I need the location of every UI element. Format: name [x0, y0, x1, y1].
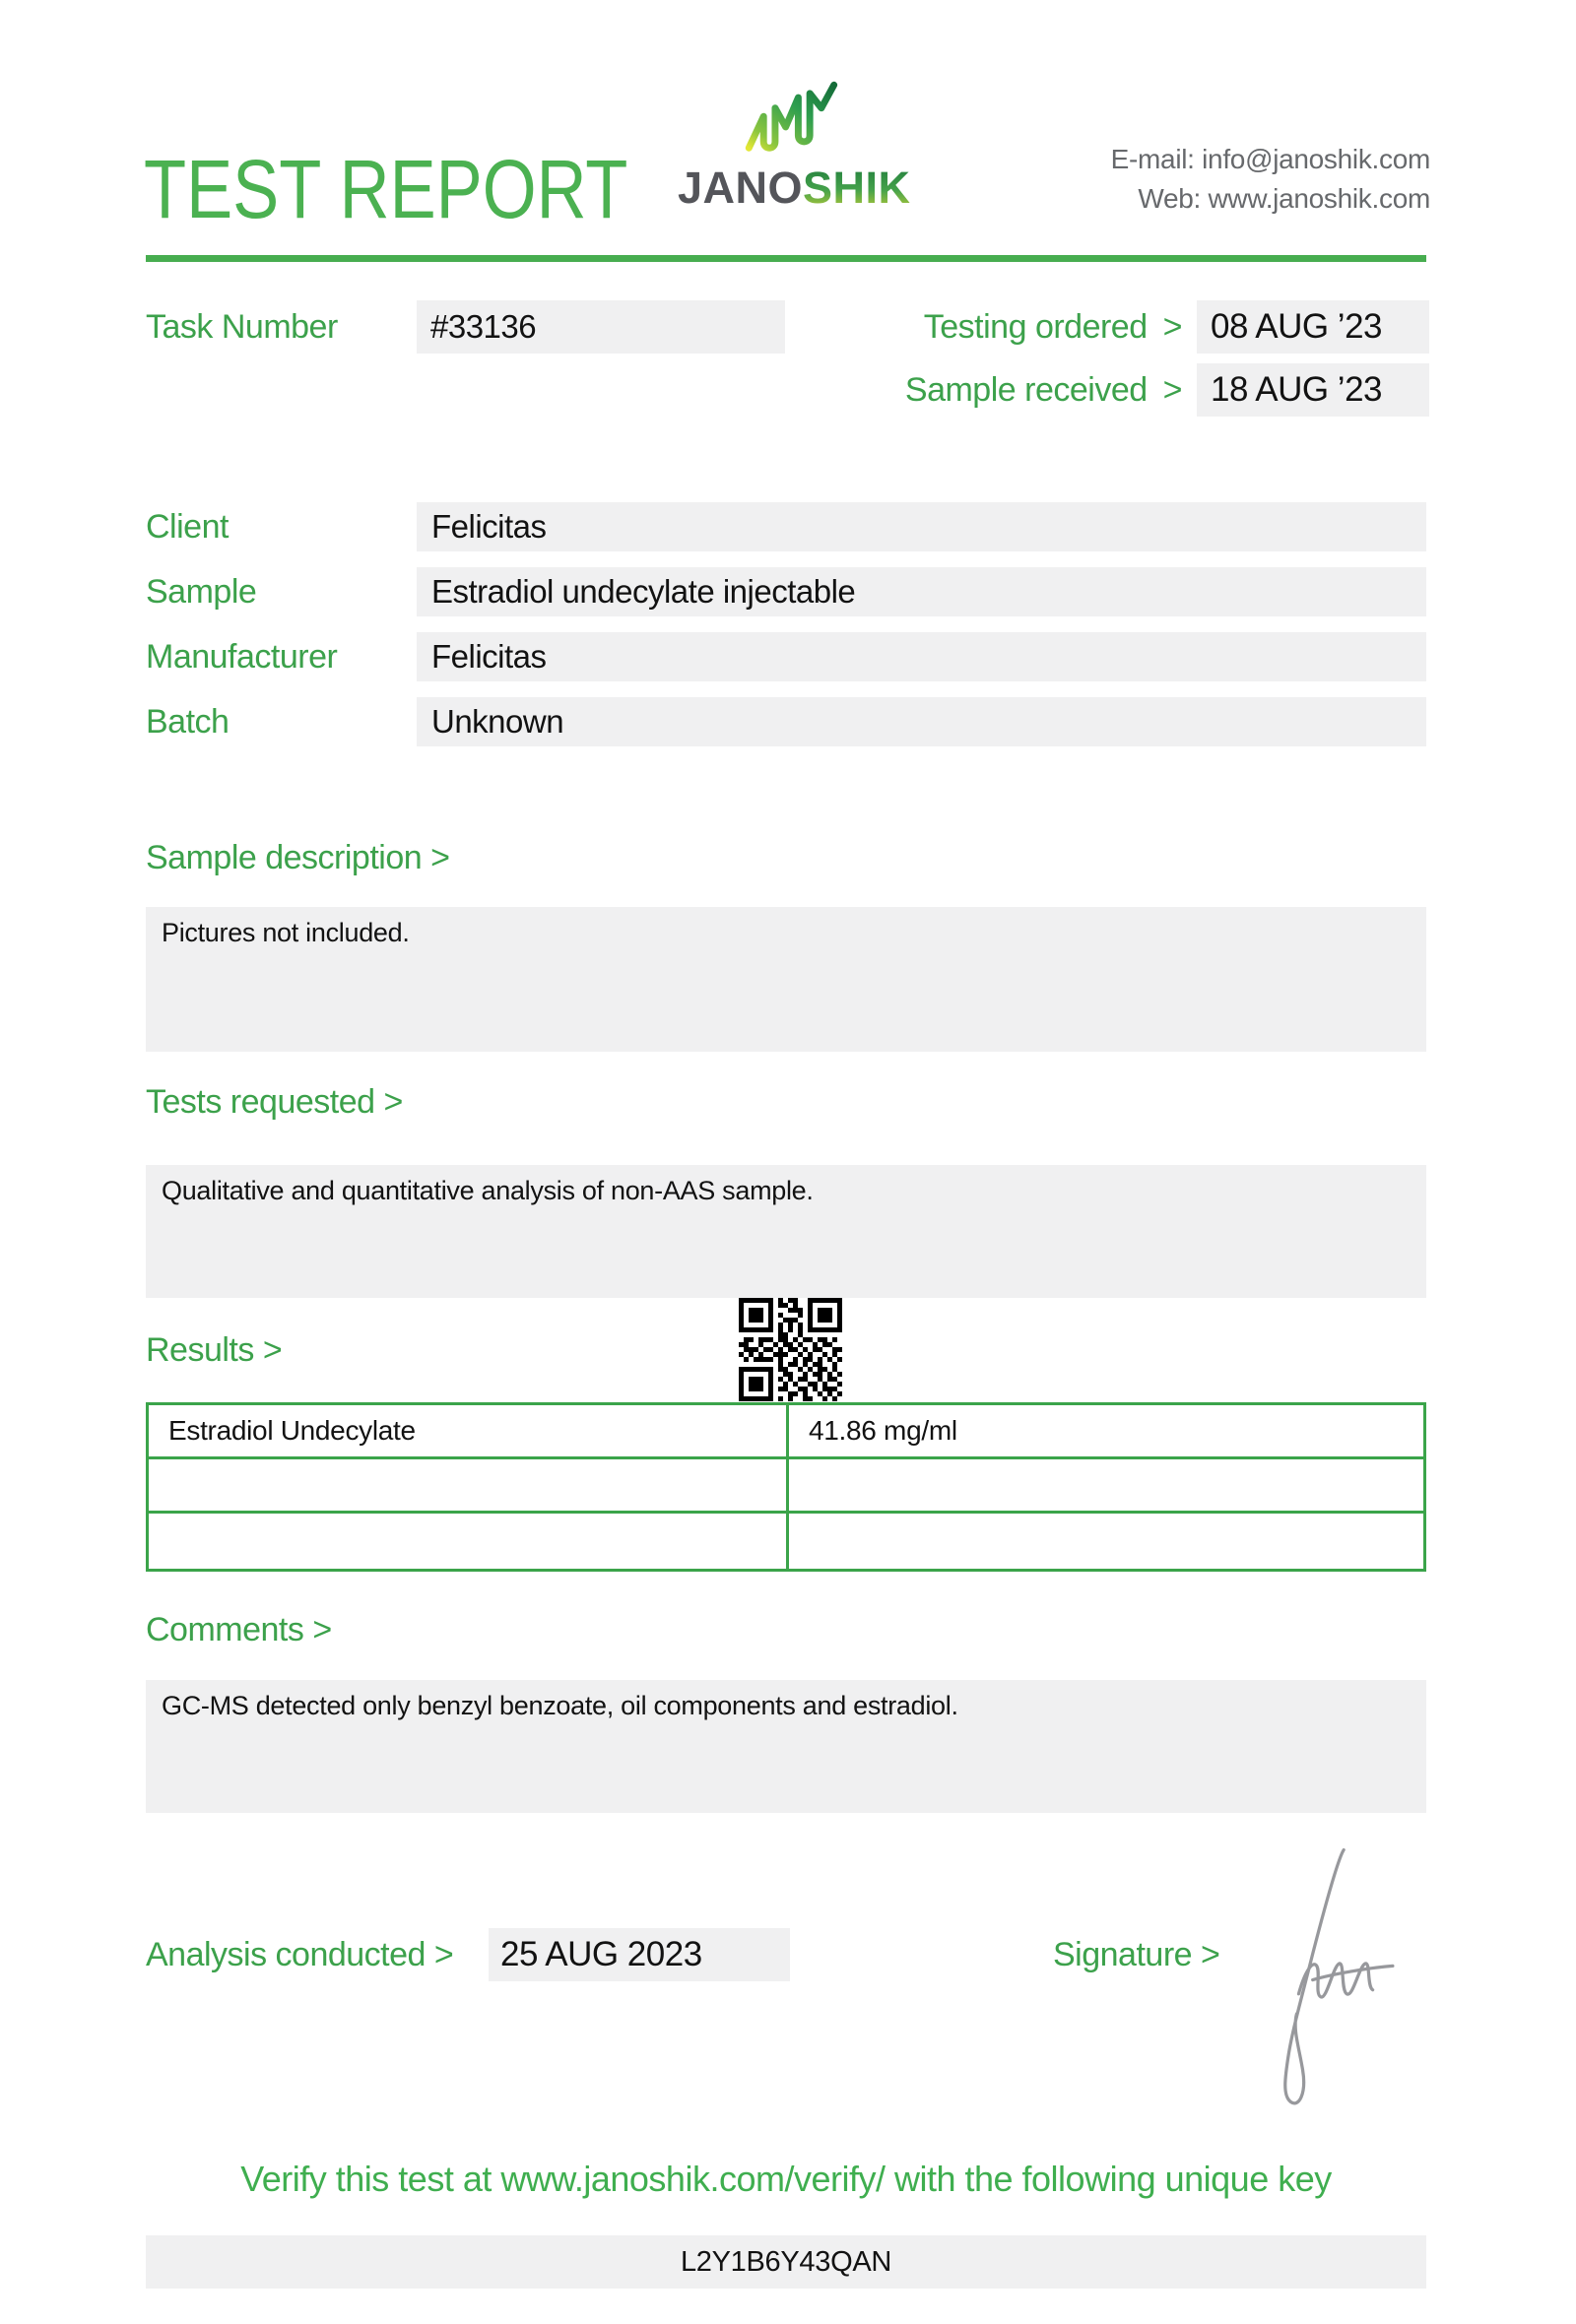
sample-received-label: Sample received [904, 370, 1148, 409]
detail-row-manufacturer [146, 632, 1426, 681]
detail-row-sample [146, 567, 1426, 616]
sample-received-row [146, 363, 1426, 417]
testing-ordered-value-box [1197, 300, 1429, 354]
batch-value-box [417, 697, 1426, 746]
contact-info [1111, 140, 1430, 219]
testing-ordered-label: Testing ordered [923, 307, 1148, 346]
contact-email: E-mail: info@janoshik.com [1110, 144, 1430, 174]
results-heading: Results > [146, 1331, 283, 1369]
tests-requested-box [146, 1165, 1426, 1298]
verify-key-box [146, 2235, 1426, 2289]
sample-description-box [146, 907, 1426, 1052]
result-substance [148, 1513, 788, 1571]
janoshik-logo-icon [745, 81, 839, 160]
task-number-row [146, 300, 1426, 354]
result-concentration [788, 1513, 1425, 1571]
sample-label: Sample [146, 573, 257, 611]
comments-box [146, 1680, 1426, 1813]
result-substance [148, 1458, 788, 1513]
analysis-conducted-label: Analysis conducted > [146, 1936, 454, 1973]
page-title: TEST REPORT [144, 143, 628, 235]
signature-scribble [1269, 1843, 1399, 2109]
comments-heading: Comments > [146, 1611, 332, 1648]
results-table [146, 1402, 1426, 1572]
header-divider [146, 255, 1426, 262]
sample-value: Estradiol undecylate injectable [431, 573, 856, 610]
sample-received-label-row [837, 363, 1182, 417]
batch-label: Batch [146, 703, 230, 741]
tests-requested-heading: Tests requested > [146, 1083, 403, 1121]
manufacturer-value: Felicitas [431, 638, 547, 675]
testing-ordered-label-row [837, 300, 1182, 354]
analysis-date-value: 25 AUG 2023 [500, 1935, 702, 1973]
results-row [148, 1513, 1425, 1571]
task-number-label: Task Number [146, 308, 338, 346]
task-number-value-box [417, 300, 785, 354]
sample-received-value-box [1197, 363, 1429, 417]
tests-requested-text: Qualitative and quantitative analysis of non-AAS sample. [162, 1176, 814, 1205]
manufacturer-value-box [417, 632, 1426, 681]
batch-value: Unknown [431, 703, 564, 740]
janoshik-wordmark [678, 162, 911, 213]
wordmark-shik: SHIK [803, 162, 911, 213]
comments-text: GC-MS detected only benzyl benzoate, oil components and estradiol. [162, 1691, 958, 1720]
detail-row-batch [146, 697, 1426, 746]
client-value: Felicitas [431, 508, 547, 545]
detail-row-client [146, 502, 1426, 551]
sample-description-text: Pictures not included. [162, 918, 410, 947]
sample-description-heading: Sample description > [146, 839, 450, 876]
wordmark-jano: JANO [678, 162, 804, 213]
sample-received-arrow-icon: > [1162, 370, 1182, 409]
result-concentration [788, 1458, 1425, 1513]
task-number-value: #33136 [430, 308, 537, 345]
results-row [148, 1458, 1425, 1513]
analysis-date-box [489, 1928, 790, 1981]
results-row [148, 1404, 1425, 1458]
client-label: Client [146, 508, 229, 546]
testing-ordered-arrow-icon: > [1162, 307, 1182, 346]
signature-label: Signature > [1053, 1936, 1220, 1973]
verify-key: L2Y1B6Y43QAN [680, 2246, 892, 2278]
testing-ordered-value: 08 AUG ’23 [1211, 307, 1382, 346]
verify-instruction: Verify this test at www.janoshik.com/verify/ with the following unique key [240, 2159, 1332, 2199]
sample-value-box [417, 567, 1426, 616]
manufacturer-label: Manufacturer [146, 638, 338, 676]
client-value-box [417, 502, 1426, 551]
result-concentration: 41.86 mg/ml [788, 1404, 1425, 1458]
qr-code [739, 1298, 842, 1401]
sample-received-value: 18 AUG ’23 [1211, 370, 1382, 409]
contact-web: Web: www.janoshik.com [1138, 183, 1430, 214]
result-substance: Estradiol Undecylate [148, 1404, 788, 1458]
